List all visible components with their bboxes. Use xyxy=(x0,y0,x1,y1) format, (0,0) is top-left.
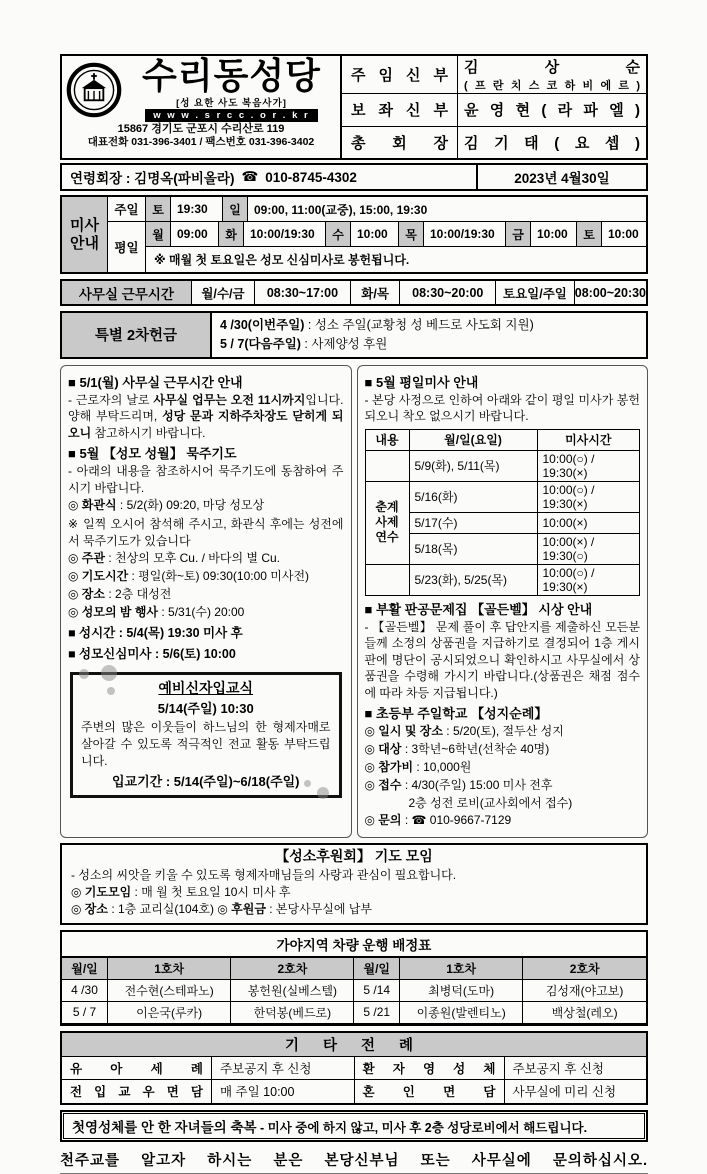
clergy-row-chairman xyxy=(342,127,646,159)
phone-icon: ☎ xyxy=(241,169,259,184)
office-days-cell: 토요일/주일 xyxy=(496,281,575,304)
item-value: : 5/20(토), 절두산 성지 xyxy=(442,724,564,739)
section-title-pilgrimage: ■ 초등부 주일학교 【성지순례】 xyxy=(364,706,548,722)
col-header: 미사시간 xyxy=(537,429,640,450)
driver-cell: 한덕봉(베드로) xyxy=(231,1001,354,1023)
time-cell: 10:00(○) / 19:30(×) xyxy=(537,564,640,595)
mass-schedule-label xyxy=(62,197,108,272)
funeral-chair-phone: 010-8745-4302 xyxy=(265,169,357,185)
masthead xyxy=(60,54,342,160)
liturgy-label: 환 자 영 성 체 xyxy=(362,1061,496,1076)
text-segment-bold: 사무실 업무는 오전 11시까지 xyxy=(153,392,306,407)
item-label: ◎ 장소 xyxy=(71,901,108,916)
rosary-item-night xyxy=(68,605,344,621)
day-cell: 일 xyxy=(223,197,248,221)
left-column xyxy=(60,365,352,839)
collection-date: 5 / 7(다음주일) xyxy=(220,336,301,351)
bulletin-sheet xyxy=(60,54,648,1174)
date-cell: 5/16(화) xyxy=(409,481,537,512)
office-hours-row xyxy=(60,279,648,306)
date-cell: 5 /14 xyxy=(354,979,400,1001)
blessing-notice-box xyxy=(60,1110,648,1142)
vocation-support-box xyxy=(60,843,648,924)
catechumen-title: 예비신자입교식 xyxy=(158,680,254,697)
liturgy-value: 사무실에 미리 신청 xyxy=(512,1085,617,1099)
office-notice-paragraph xyxy=(68,392,344,442)
vocation-title: 【성소후원회】 기도 모임 xyxy=(275,848,433,865)
liturgy-value: 주보공지 후 신청 xyxy=(512,1061,604,1076)
clergy-title: 총 회 장 xyxy=(351,134,448,152)
item-label: ◎ 접수 xyxy=(364,777,402,792)
notice-columns xyxy=(60,365,648,839)
time-cell: 10:00 xyxy=(531,222,577,246)
time-cell: 10:00 xyxy=(608,227,639,241)
sunday-label: 주일 xyxy=(108,197,146,221)
liturgy-label: 전 입 교 우 면 담 xyxy=(70,1085,203,1099)
date-cell: 5/23(화), 5/25(목) xyxy=(409,564,537,595)
pilgrimage-item-when xyxy=(365,724,641,740)
driver-cell: 전수현(스테파노) xyxy=(108,979,231,1001)
other-liturgy-section xyxy=(60,1031,648,1105)
day-cell: 금 xyxy=(506,222,531,246)
item-value: : 5/31(수) 20:00 xyxy=(158,604,245,619)
col-header: 1호차 xyxy=(400,957,523,979)
time-cell: 10:00/19:30 xyxy=(244,222,326,246)
driver-cell: 백상철(레오) xyxy=(523,1001,646,1023)
office-time-cell: 08:30~20:00 xyxy=(400,281,496,304)
collection-line xyxy=(220,335,638,354)
col-header: 월/일 xyxy=(354,957,400,979)
vocation-place-line xyxy=(71,902,637,918)
vocation-paragraph: - 성소의 씨앗을 키울 수 있도록 형제자매님들의 사랑과 관심이 필요합니다. xyxy=(71,868,457,883)
clergy-name: 윤 영 현 ( 라 파 엘 ) xyxy=(464,102,640,120)
blessing-title: 첫영성체를 안 한 자녀들의 축복 xyxy=(72,1119,257,1135)
decoration-dot xyxy=(317,787,329,799)
time-cell: 09:00 xyxy=(171,222,219,246)
collection-purpose: : 사제양성 후원 xyxy=(300,336,388,351)
church-website: w w w . s r c c . o r . k r xyxy=(145,109,317,122)
vehicle-table xyxy=(62,957,646,1024)
section-title-goldenbell: ■ 부활 판공문제집 【골든벨】 시상 안내 xyxy=(364,601,593,617)
item-value: : 3학년~6학년(선착순 40명) xyxy=(401,742,550,757)
clergy-title: 보 좌 신 부 xyxy=(351,102,448,120)
liturgy-label: 혼 인 면 담 xyxy=(362,1085,496,1099)
other-liturgy-title: 기 타 전 례 xyxy=(62,1033,646,1057)
day-cell: 수 xyxy=(326,222,351,246)
collection-date: 4 /30(이번주일) xyxy=(220,318,305,332)
day-cell: 화 xyxy=(219,222,244,246)
driver-cell: 이은국(루카) xyxy=(108,1001,231,1023)
office-days-cell: 화/목 xyxy=(351,281,401,304)
clergy-table xyxy=(342,54,648,160)
mass-label-line2: 안내 xyxy=(70,234,99,252)
clergy-baptismal-name: ( 프 란 치 스 코 하 비 에 르 ) xyxy=(464,80,640,92)
office-time-cell: 08:30~17:00 xyxy=(255,281,351,304)
item-value: : 본당사무실에 납부 xyxy=(265,901,372,916)
table-row xyxy=(62,1001,646,1023)
clergy-name: 김 상 순 xyxy=(464,59,640,76)
item-value: : 10,000원 xyxy=(413,759,472,774)
first-saturday-note: ※ 매월 첫 토요일은 성모 신심미사로 봉헌됩니다. xyxy=(154,253,410,267)
decoration-dot xyxy=(304,780,311,787)
second-collection-label: 특별 2차헌금 xyxy=(62,313,212,357)
item-value: : 평일(화~토) 09:30(10:00 미사전) xyxy=(128,568,310,583)
office-days-cell: 월/수/금 xyxy=(192,281,255,304)
item-value: : 5/2(화) 09:20, 마당 성모상 xyxy=(116,498,265,513)
date-cell: 5/17(수) xyxy=(409,512,537,533)
text-segment-bold: 성당 문과 지하주차장도 닫히게 되오니 xyxy=(68,409,344,440)
second-collection-box xyxy=(60,311,648,359)
vocation-meeting-line xyxy=(71,885,637,901)
crowning-note: ※ 일찍 오시어 참석해 주시고, 화관식 후에는 성전에서 묵주기도가 있습니다 xyxy=(68,517,344,548)
clergy-row-pastor xyxy=(342,56,646,94)
catechumen-body: 주변의 많은 이웃들이 하느님의 한 형제자매로 살아갈 수 있도록 적극적인 전교 활동 부탁드립니다. xyxy=(81,720,331,768)
vehicle-assignment-section xyxy=(60,930,648,1026)
table-row xyxy=(62,1080,646,1103)
item-value: : 천상의 모후 Cu. / 바다의 별 Cu. xyxy=(105,551,281,566)
weekday-mass-paragraph: - 본당 사정으로 인하여 아래와 같이 평일 미사가 봉헌되오니 착오 없으시기 바랍니다. xyxy=(364,392,640,424)
driver-cell: 최병덕(도마) xyxy=(400,979,523,1001)
sunday-mass-row xyxy=(108,197,646,222)
header xyxy=(60,54,648,160)
item-label: ◎ 문의 xyxy=(364,813,402,828)
mass-label-line1: 미사 xyxy=(70,216,99,234)
church-phone: 대표전화 031-396-3401 / 팩스번호 031-396-3402 xyxy=(87,136,315,149)
funeral-chair-label: 연령회장 : 김명옥(파비올라) xyxy=(70,171,235,186)
item-label: ◎ 주관 xyxy=(68,551,105,566)
item-label: ◎ 참가비 xyxy=(364,759,414,774)
col-header: 월/일 xyxy=(62,957,108,979)
time-cell: 10:00(○) / 19:30(×) xyxy=(537,450,640,481)
catechumen-period: 입교기간 : 5/14(주일)~6/18(주일) xyxy=(111,774,300,790)
info-bar xyxy=(60,163,648,191)
driver-cell: 이종원(발렌티노) xyxy=(400,1001,523,1023)
date-cell: 4 /30 xyxy=(62,979,108,1001)
goldenbell-paragraph: - 【골든벨】 문제 풀이 후 답안지를 제출하신 모든분들께 소정의 상품권을 지급하기로 결정되어 1층 게시판에 명단이 공시되었으니 확인하시고 사무실에서 상품권을 수령해 가시기 바랍니다.(상품권은 채점 점수에 따라 차등 지급됩니다.) xyxy=(364,619,640,700)
rosary-item-host xyxy=(68,551,344,567)
col-header: 2호차 xyxy=(523,957,646,979)
liturgy-value: 주보공지 후 신청 xyxy=(212,1057,355,1079)
item-label: ◎ 기도모임 xyxy=(71,884,132,899)
time-cell: 19:30 xyxy=(171,197,223,221)
section-title-rosary: ■ 5월 【성모 성월】 묵주기도 xyxy=(68,446,237,462)
vehicle-table-title: 가야지역 차량 운행 배정표 xyxy=(62,932,646,957)
church-address: 15867 경기도 군포시 수리산로 119 xyxy=(117,122,285,135)
section-title-weekday-mass: ■ 5월 평일미사 안내 xyxy=(364,374,479,390)
marian-mass-line: ■ 성모신심미사 : 5/6(토) 10:00 xyxy=(68,647,236,662)
day-cell: 토 xyxy=(146,197,171,221)
rosary-item-place xyxy=(68,587,344,603)
date-cell: 5/9(화), 5/11(목) xyxy=(409,450,537,481)
time-cell: 10:00(○) / 19:30(×) xyxy=(537,481,640,512)
blessing-detail: - 미사 중에 하지 않고, 미사 후 2층 성당로비에서 해드립니다. xyxy=(256,1120,588,1135)
pilgrimage-item-contact xyxy=(365,813,641,829)
weekday-times-row xyxy=(146,222,646,247)
catechumen-box xyxy=(70,672,342,798)
office-time-cell: 08:00~20:30 xyxy=(574,285,647,300)
driver-cell: 봉헌원(실베스텔) xyxy=(231,979,354,1001)
item-label: ◎ 화관식 xyxy=(68,498,117,513)
clergy-title: 주 임 신 부 xyxy=(351,67,448,84)
liturgy-label: 유 아 세 례 xyxy=(70,1061,203,1076)
church-subtitle: [성 요한 사도 복음사가] xyxy=(176,97,287,109)
table-row xyxy=(365,450,640,481)
clergy-row-assistant xyxy=(342,94,646,127)
collection-line xyxy=(220,316,638,335)
holy-hour-line: ■ 성시간 : 5/4(목) 19:30 미사 후 xyxy=(68,626,243,641)
item-label: ◎ 기도시간 xyxy=(68,568,129,583)
col-header: 월/일(요일) xyxy=(409,429,537,450)
office-hours-label: 사무실 근무시간 xyxy=(62,281,192,304)
date-cell: 5 /21 xyxy=(354,1001,400,1023)
table-row xyxy=(365,564,640,595)
day-cell: 목 xyxy=(399,222,424,246)
table-row xyxy=(62,979,646,1001)
item-value: : 2층 대성전 xyxy=(105,586,172,601)
item-value: : ☎ 010-9667-7129 xyxy=(401,813,512,828)
table-header-row xyxy=(62,957,646,979)
time-cell: 10:00(×) xyxy=(537,512,640,533)
item-label: ◎ 대상 xyxy=(364,742,402,757)
date-cell: 5 / 7 xyxy=(62,1001,108,1023)
footer-inquiry-line: 천주교를 알고자 하시는 분은 본당신부님 또는 사무실에 문의하십시오. xyxy=(60,1149,648,1174)
item-value: : 4/30(주일) 15:00 미사 전후 xyxy=(401,777,553,792)
day-cell: 토 xyxy=(577,222,602,246)
pilgrimage-item-target xyxy=(365,742,641,758)
item-value: : 1층 교리실(104호) xyxy=(108,901,218,916)
rosary-item-time xyxy=(68,569,344,585)
weekday-mass-table xyxy=(365,429,641,596)
clergy-name: 김 기 태 ( 요 셉 ) xyxy=(464,134,640,152)
time-cell: 09:00, 11:00(교중), 15:00, 19:30 xyxy=(254,202,428,217)
liturgy-value: 매 주일 10:00 xyxy=(212,1080,355,1103)
rosary-paragraph: - 아래의 내용을 참조하시어 묵주기도에 동참하여 주시기 바랍니다. xyxy=(68,464,344,495)
item-label: ◎ 장소 xyxy=(68,586,105,601)
date-cell: 5/18(목) xyxy=(409,533,537,564)
table-row xyxy=(365,481,640,512)
weekday-label: 평일 xyxy=(108,222,146,272)
weekday-mass-rows xyxy=(108,222,646,272)
text-segment: 입니다. 양해 부탁드리며, xyxy=(68,392,344,424)
merged-label-cell: 춘계 사제 연수 xyxy=(365,481,409,564)
col-header: 내용 xyxy=(365,429,409,450)
mass-schedule-table xyxy=(60,195,648,274)
pilgrimage-apply-line2: 2층 성전 로비(교사회에서 접수) xyxy=(408,795,573,810)
item-label: ◎ 일시 및 장소 xyxy=(364,724,443,739)
day-cell: 월 xyxy=(146,222,171,246)
pilgrimage-item-fee xyxy=(365,760,641,776)
table-header-row xyxy=(365,429,640,450)
collection-purpose: : 성소 주일(교황청 성 베드로 사도회 지원) xyxy=(304,318,534,332)
bulletin-date: 2023년 4월30일 xyxy=(514,171,610,186)
item-label: ◎ 후원금 xyxy=(217,901,266,916)
church-logo-icon xyxy=(66,62,122,118)
table-row xyxy=(62,1057,646,1080)
time-cell: 10:00(×) / 19:30(○) xyxy=(537,533,640,564)
rosary-item-crowning xyxy=(68,498,344,514)
col-header: 1호차 xyxy=(108,957,231,979)
time-cell: 10:00 xyxy=(351,222,399,246)
time-cell: 10:00/19:30 xyxy=(424,222,506,246)
item-label: ◎ 성모의 밤 행사 xyxy=(68,604,159,619)
right-column xyxy=(357,365,649,839)
church-name: 수리동성당 xyxy=(142,55,321,96)
pilgrimage-item-apply xyxy=(365,778,641,794)
driver-cell: 김성재(야고보) xyxy=(523,979,646,1001)
section-title-office-notice: ■ 5/1(월) 사무실 근무시간 안내 xyxy=(68,374,243,390)
text-segment: - 근로자의 날로 xyxy=(68,392,154,407)
col-header: 2호차 xyxy=(231,957,354,979)
item-value: : 매 월 첫 토요일 10시 미사 후 xyxy=(131,884,291,899)
text-segment: 참고하시기 바랍니다. xyxy=(91,425,206,440)
catechumen-date: 5/14(주일) 10:30 xyxy=(157,701,254,717)
